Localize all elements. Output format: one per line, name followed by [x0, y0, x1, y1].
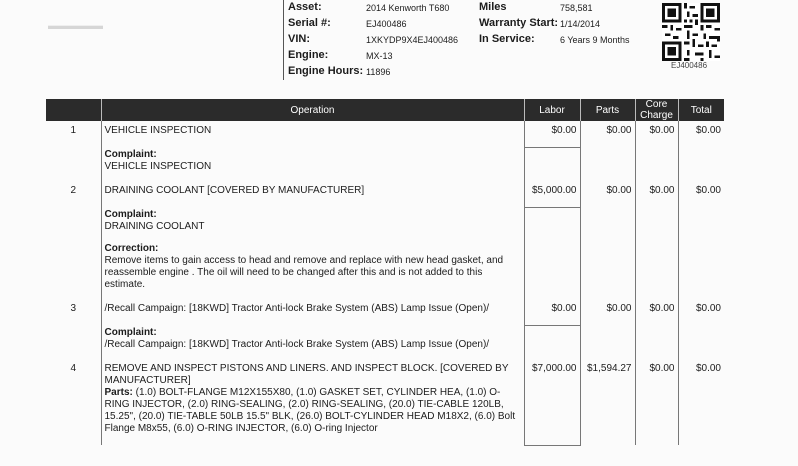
correction-text: Remove items to gain access to head and remove and replace with new head gasket, and reassemble engine . The oil will need to be changed after this and is not added to this estimate.	[104, 255, 504, 290]
operation-title: VEHICLE INSPECTION	[104, 125, 212, 136]
parts-cell: $0.00	[580, 121, 635, 147]
column-header-number	[46, 99, 101, 121]
operation-title: DRAINING COOLANT [COVERED BY MANUFACTURER]	[104, 185, 365, 196]
complaint-text: /Recall Campaign: [18KWD] Tractor Anti-lock Brake System (ABS) Lamp Issue (Open)/	[104, 339, 490, 350]
vin-value: 1XKYDP9X4EJ400486	[366, 35, 459, 45]
parts-cell: $0.00	[580, 181, 635, 207]
total-cell: $0.00	[678, 299, 724, 325]
engine-hours-label: Engine Hours:	[288, 65, 364, 77]
warranty-label: Warranty Start:	[479, 17, 559, 29]
complaint-label: Complaint:	[104, 149, 157, 160]
in-service-value: 6 Years 9 Months	[560, 35, 630, 45]
correction-label: Correction:	[104, 243, 159, 254]
operation-cell	[101, 121, 524, 147]
column-header-parts: Parts	[580, 99, 635, 121]
column-header-operation: Operation	[101, 99, 524, 121]
operation-title: REMOVE AND INSPECT PISTONS AND LINERS. AND INSPECT BLOCK. [COVERED BY MANUFACTURER]	[104, 363, 509, 386]
parts-list-text: (1.0) BOLT-FLANGE M12X155X80, (1.0) GASKET SET, CYLINDER HEA, (1.0) O-RING INJECTOR, (2.0) RING-SEALING, (2.0) RING-SEALING, (20.0) TIE-CABLE 120LB, 15.25", (20.0) TIE-TABLE 50LB 15.5" BLK, (26.0) BOLT-CYLINDER HEAD M18X2, (6.0) Bolt Flange M8x55, (6.0) O-RING INJECTOR, (6.0) O-ring Injector	[104, 387, 516, 434]
operation-cell	[101, 299, 524, 325]
engine-label: Engine:	[288, 49, 329, 61]
miles-value: 758,581	[560, 3, 593, 13]
column-header-labor: Labor	[524, 99, 580, 121]
labor-cell: $0.00	[524, 299, 580, 325]
table-subrow	[46, 147, 724, 181]
parts-list-block	[105, 387, 521, 435]
table-header-row	[46, 99, 724, 121]
row-number: 3	[70, 303, 77, 314]
parts-cell: $1,594.27	[580, 359, 635, 445]
engine-value: MX-13	[366, 51, 393, 61]
labor-cell: $0.00	[524, 121, 580, 147]
serial-label: Serial #:	[288, 17, 331, 29]
row-number: 4	[70, 363, 77, 374]
complaint-block	[101, 207, 524, 241]
column-header-core-charge: Core Charge	[635, 99, 678, 121]
total-cell: $0.00	[678, 181, 724, 207]
asset-label: Asset:	[288, 1, 322, 13]
asset-value: 2014 Kenworth T680	[366, 3, 450, 13]
complaint-block	[101, 325, 524, 359]
parts-label: Parts:	[104, 387, 133, 398]
core-charge-cell: $0.00	[635, 181, 678, 207]
column-header-total: Total	[678, 99, 724, 121]
core-charge-cell: $0.00	[635, 121, 678, 147]
serial-value: EJ400486	[366, 19, 407, 29]
table-row	[46, 181, 724, 207]
complaint-text: VEHICLE INSPECTION	[104, 161, 212, 172]
qr-caption: EJ400486	[671, 61, 708, 70]
complaint-label: Complaint:	[104, 209, 157, 220]
core-charge-cell: $0.00	[635, 359, 678, 445]
table-row	[46, 121, 724, 147]
complaint-text: DRAINING COOLANT	[104, 221, 205, 232]
operation-title: /Recall Campaign: [18KWD] Tractor Anti-lock Brake System (ABS) Lamp Issue (Open)/	[104, 303, 490, 314]
in-service-label: In Service:	[479, 33, 535, 45]
table-subrow	[46, 241, 724, 299]
faded-text: ▬▬▬▬▬	[48, 20, 103, 32]
table-subrow	[46, 325, 724, 359]
row-number: 1	[70, 125, 77, 136]
complaint-label: Complaint:	[104, 327, 157, 338]
operation-cell	[101, 359, 524, 445]
row-number: 2	[70, 185, 77, 196]
header-divider	[283, 0, 284, 80]
qr-code-icon	[662, 3, 720, 61]
correction-block	[101, 241, 524, 299]
warranty-value: 1/14/2014	[560, 19, 601, 29]
core-charge-cell: $0.00	[635, 299, 678, 325]
labor-cell: $5,000.00	[524, 181, 580, 207]
total-cell: $0.00	[678, 359, 724, 445]
miles-label: Miles	[479, 1, 507, 13]
table-row	[46, 299, 724, 325]
complaint-block	[101, 147, 524, 181]
total-cell: $0.00	[678, 121, 724, 147]
table-row	[46, 359, 724, 445]
parts-cell: $0.00	[580, 299, 635, 325]
operation-cell	[101, 181, 524, 207]
labor-cell: $7,000.00	[524, 359, 580, 445]
engine-hours-value: 11896	[366, 67, 391, 77]
vin-label: VIN:	[288, 33, 310, 45]
operations-table	[46, 99, 724, 446]
table-subrow	[46, 207, 724, 241]
